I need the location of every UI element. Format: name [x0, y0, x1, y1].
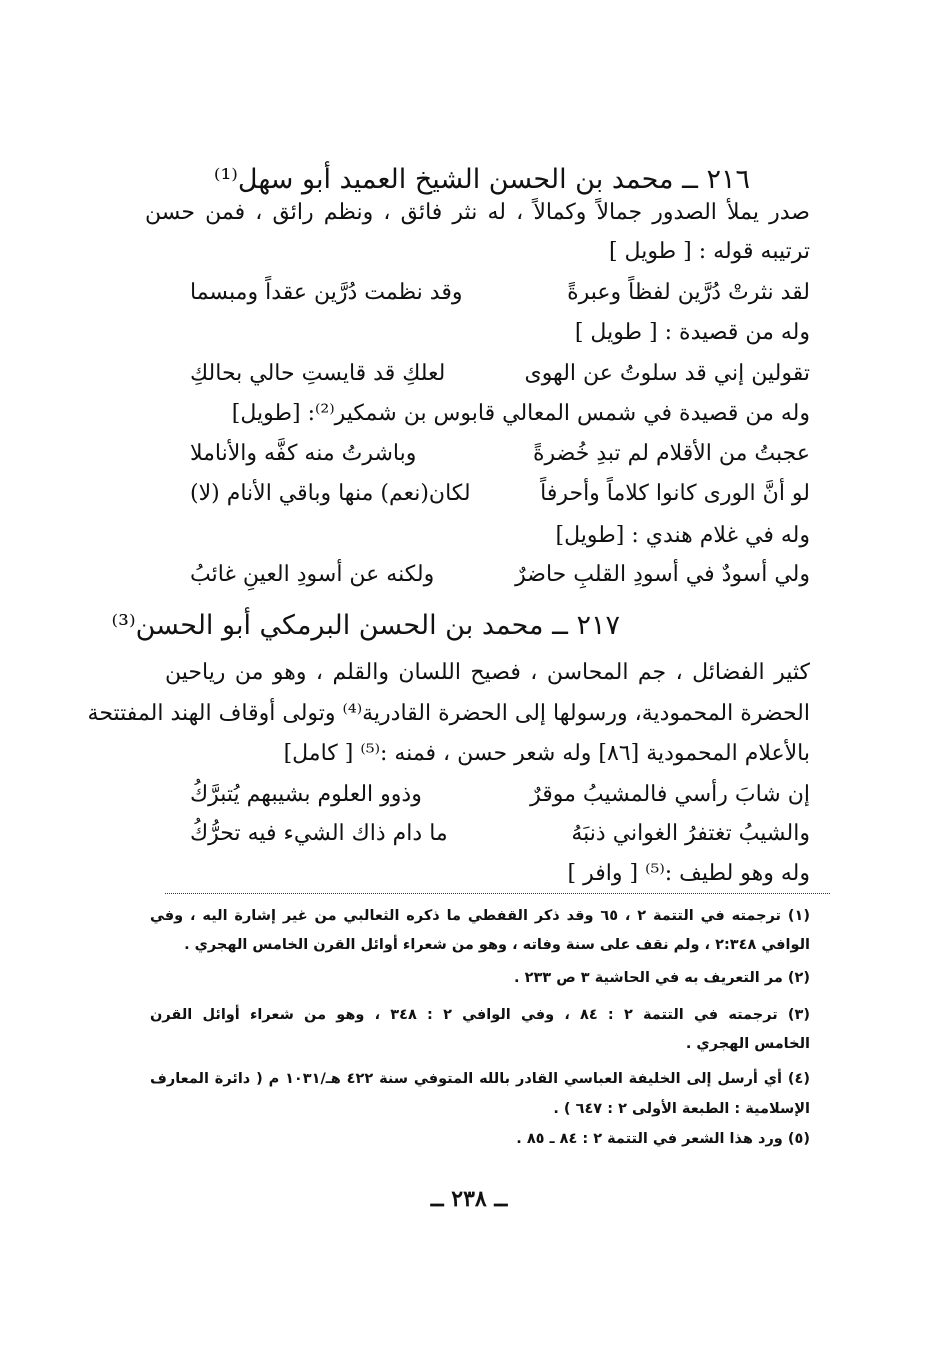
verse-hemistich-right: إن شابَ رأسي فالمشيبُ موقرٌ	[530, 782, 810, 807]
verse-217-1	[190, 778, 810, 812]
verse-hemistich-left: لعلكِ قد قايستِ حالي بحالكِ	[190, 361, 446, 386]
entry-216-meter-line-3: وله في غلام هندي : [طويل]	[555, 523, 810, 548]
verse-216-3	[190, 437, 810, 471]
entry-216-meter-line-2: وله من قصيدة في شمس المعالي قابوس بن شمكير⁽²⁾: [طويل]	[231, 401, 810, 426]
entry-217-line-3: بالأعلام المحمودية [٨٦] وله شعر حسن ، فمنه :⁽⁵⁾ [ كامل]	[283, 741, 810, 766]
entry-heading-217: ٢١٧ ــ محمد بن الحسن البرمكي أبو الحسن⁽³⁾	[111, 610, 620, 641]
entry-216-line-2: ترتيبه قوله : [ طويل ]	[608, 239, 810, 264]
footnote-line-4: (٣) ترجمته في التتمة ٢ : ٨٤ ، وفي الوافي ٢ : ٣٤٨ ، وهو من شعراء أوائل القرن	[150, 1007, 810, 1023]
entry-heading-216: ٢١٦ ــ محمد بن الحسن الشيخ العميد أبو سهل⁽¹⁾	[213, 164, 750, 195]
footnote-line-8: (٥) ورد هذا الشعر في التتمة ٢ : ٨٤ ـ ٨٥ .	[516, 1131, 810, 1147]
footnote-line-6: (٤) أي أرسل إلى الخليفة العباسي القادر بالله المتوفي سنة ٤٢٢ هـ/١٠٣١ م ( دائرة المعارف	[150, 1071, 810, 1087]
verse-217-2	[190, 817, 810, 851]
verse-hemistich-right: والشيبُ تغتفرُ الغواني ذنبَهُ	[571, 821, 810, 846]
footnote-line-3: (٢) مر التعريف به في الحاشية ٣ ص ٢٣٣ .	[514, 970, 810, 986]
entry-217-meter-line: وله وهو لطيف :⁽⁵⁾ [ وافر ]	[567, 861, 810, 886]
entry-216-line-1: صدر يملأ الصدور جمالاً وكمالاً ، له نثر فائق ، ونظم رائق ، فمن حسن	[145, 200, 810, 225]
verse-hemistich-left: وقد نظمت دُرَّين عقداً ومبسما	[190, 280, 463, 305]
verse-hemistich-left: ما دام ذاك الشيء فيه تحرُّكُ	[190, 821, 448, 846]
footnote-line-2: الوافي ٢:٣٤٨ ، ولم نقف على سنة وفاته ، وهو من شعراء أوائل القرن الخامس الهجري .	[184, 937, 810, 953]
footnote-line-5: الخامس الهجري .	[685, 1036, 810, 1052]
footnote-divider	[165, 893, 830, 894]
verse-hemistich-right: لو أنَّ الورى كانوا كلاماً وأحرفاً	[540, 481, 810, 506]
verse-hemistich-left: وباشرتُ منه كفَّه والأناملا	[190, 441, 417, 466]
verse-hemistich-left: ولكنه عن أسودِ العينِ غائبُ	[190, 562, 435, 587]
verse-hemistich-right: ولي أسودٌ في أسودِ القلبِ حاضرٌ	[515, 562, 810, 587]
verse-216-2	[190, 357, 810, 391]
footnote-line-1: (١) ترجمته في التتمة ٢ ، ٦٥ وقد ذكر القفطي ما ذكره الثعالبي من غير إشارة اليه ، وفي	[150, 908, 810, 924]
entry-217-line-1: كثير الفضائل ، جم المحاسن ، فصيح اللسان والقلم ، وهو من رياحين	[165, 660, 810, 685]
page-number: ــ ٢٣٨ ــ	[430, 1186, 508, 1212]
verse-hemistich-right: لقد نثرتْ دُرَّين لفظاً وعبرةً	[567, 280, 810, 305]
verse-hemistich-right: عجبتُ من الأقلام لم تبدِ خُضرةً	[533, 441, 810, 466]
entry-216-meter-line-1: وله من قصيدة : [ طويل ]	[574, 320, 810, 345]
verse-216-1	[190, 276, 810, 310]
entry-217-line-2: الحضرة المحمودية، ورسولها إلى الحضرة القادرية⁽⁴⁾ وتولى أوقاف الهند المفتتحة	[87, 701, 810, 726]
verse-hemistich-left: لكان(نعم) منها وباقي الأنام (لا)	[190, 481, 471, 506]
verse-hemistich-right: تقولين إني قد سلوتُ عن الهوى	[524, 361, 810, 386]
verse-hemistich-left: وذوو العلوم بشيبهم يُتبرَّكُ	[190, 782, 422, 807]
verse-216-4	[190, 477, 810, 511]
verse-216-5	[190, 558, 810, 592]
footnote-line-7: الإسلامية : الطبعة الأولى ٢ : ٦٤٧ ) .	[553, 1101, 810, 1117]
